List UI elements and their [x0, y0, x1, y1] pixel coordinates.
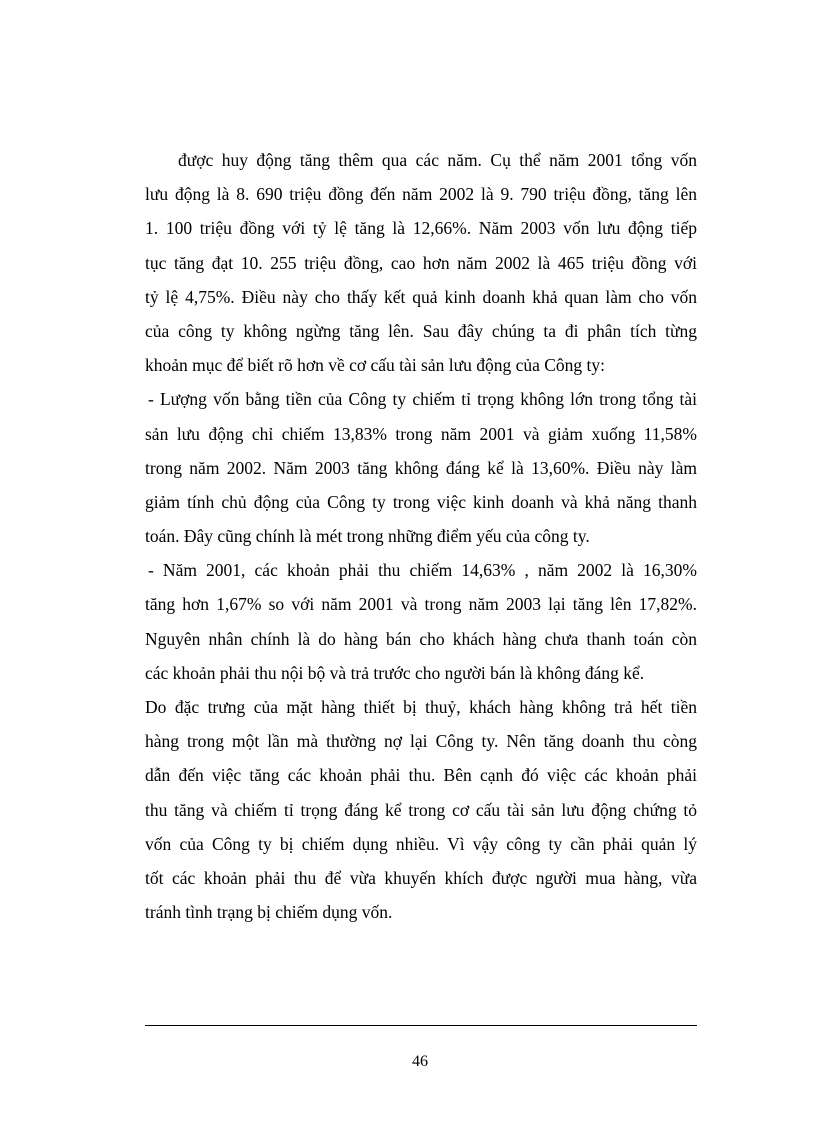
text-line: của công ty không ngừng tăng lên. Sau đây chúng ta đi phân tích từng [145, 320, 697, 341]
text-line: tránh tình trạng bị chiếm dụng vốn. [145, 902, 393, 923]
page-number: 46 [412, 1053, 428, 1070]
text-line: trong năm 2002. Năm 2003 tăng không đáng kể là 13,60%. Điều này làm [145, 457, 697, 478]
text-line: tốt các khoản phải thu để vừa khuyến khích được người mua hàng, vừa [145, 867, 697, 888]
text-line: toán. Đây cũng chính là mét trong những điểm yếu của công ty. [145, 526, 590, 547]
text-line: tỷ lệ 4,75%. Điều này cho thấy kết quả kinh doanh khả quan làm cho vốn [145, 286, 697, 307]
text-line: hàng trong một lần mà thường nợ lại Công ty. Nên tăng doanh thu còng [145, 731, 697, 752]
body-text [145, 143, 697, 929]
text-line: được huy động tăng thêm qua các năm. Cụ thể năm 2001 tổng vốn [178, 150, 697, 170]
text-line: tăng hơn 1,67% so với năm 2001 và trong năm 2003 lại tăng lên 17,82%. [145, 594, 697, 615]
text-line: giảm tính chủ động của Công ty trong việc kinh doanh và khả năng thanh [145, 491, 697, 512]
text-line: - Năm 2001, các khoản phải thu chiếm 14,63% , năm 2002 là 16,30% [148, 560, 697, 581]
text-line: khoản mục để biết rõ hơn về cơ cấu tài sản lưu động của Công ty: [145, 355, 606, 376]
text-line: tục tăng đạt 10. 255 triệu đồng, cao hơn năm 2002 là 465 triệu đồng với [145, 252, 697, 273]
text-line: Nguyên nhân chính là do hàng bán cho khách hàng chưa thanh toán còn [145, 628, 697, 649]
text-line: dẫn đến việc tăng các khoản phải thu. Bên cạnh đó việc các khoản phải [145, 765, 697, 786]
text-line: vốn của Công ty bị chiếm dụng nhiều. Vì vậy công ty cần phải quản lý [145, 833, 697, 854]
text-line: lưu động là 8. 690 triệu đồng đến năm 2002 là 9. 790 triệu đồng, tăng lên [145, 184, 697, 205]
text-line: sản lưu động chỉ chiếm 13,83% trong năm 2001 và giảm xuống 11,58% [145, 423, 697, 444]
text-line: thu tăng và chiếm tỉ trọng đáng kể trong cơ cấu tài sản lưu động chứng tỏ [145, 799, 697, 820]
text-line: 1. 100 triệu đồng với tỷ lệ tăng là 12,66%. Năm 2003 vốn lưu động tiếp [145, 218, 697, 239]
text-line: Do đặc trưng của mặt hàng thiết bị thuỷ, khách hàng không trả hết tiền [145, 697, 697, 717]
text-line: - Lượng vốn bằng tiền của Công ty chiếm tỉ trọng không lớn trong tổng tài [148, 389, 697, 410]
footer-divider [145, 1025, 697, 1026]
text-line: các khoản phải thu nội bộ và trả trước cho người bán là không đáng kể. [145, 662, 645, 683]
